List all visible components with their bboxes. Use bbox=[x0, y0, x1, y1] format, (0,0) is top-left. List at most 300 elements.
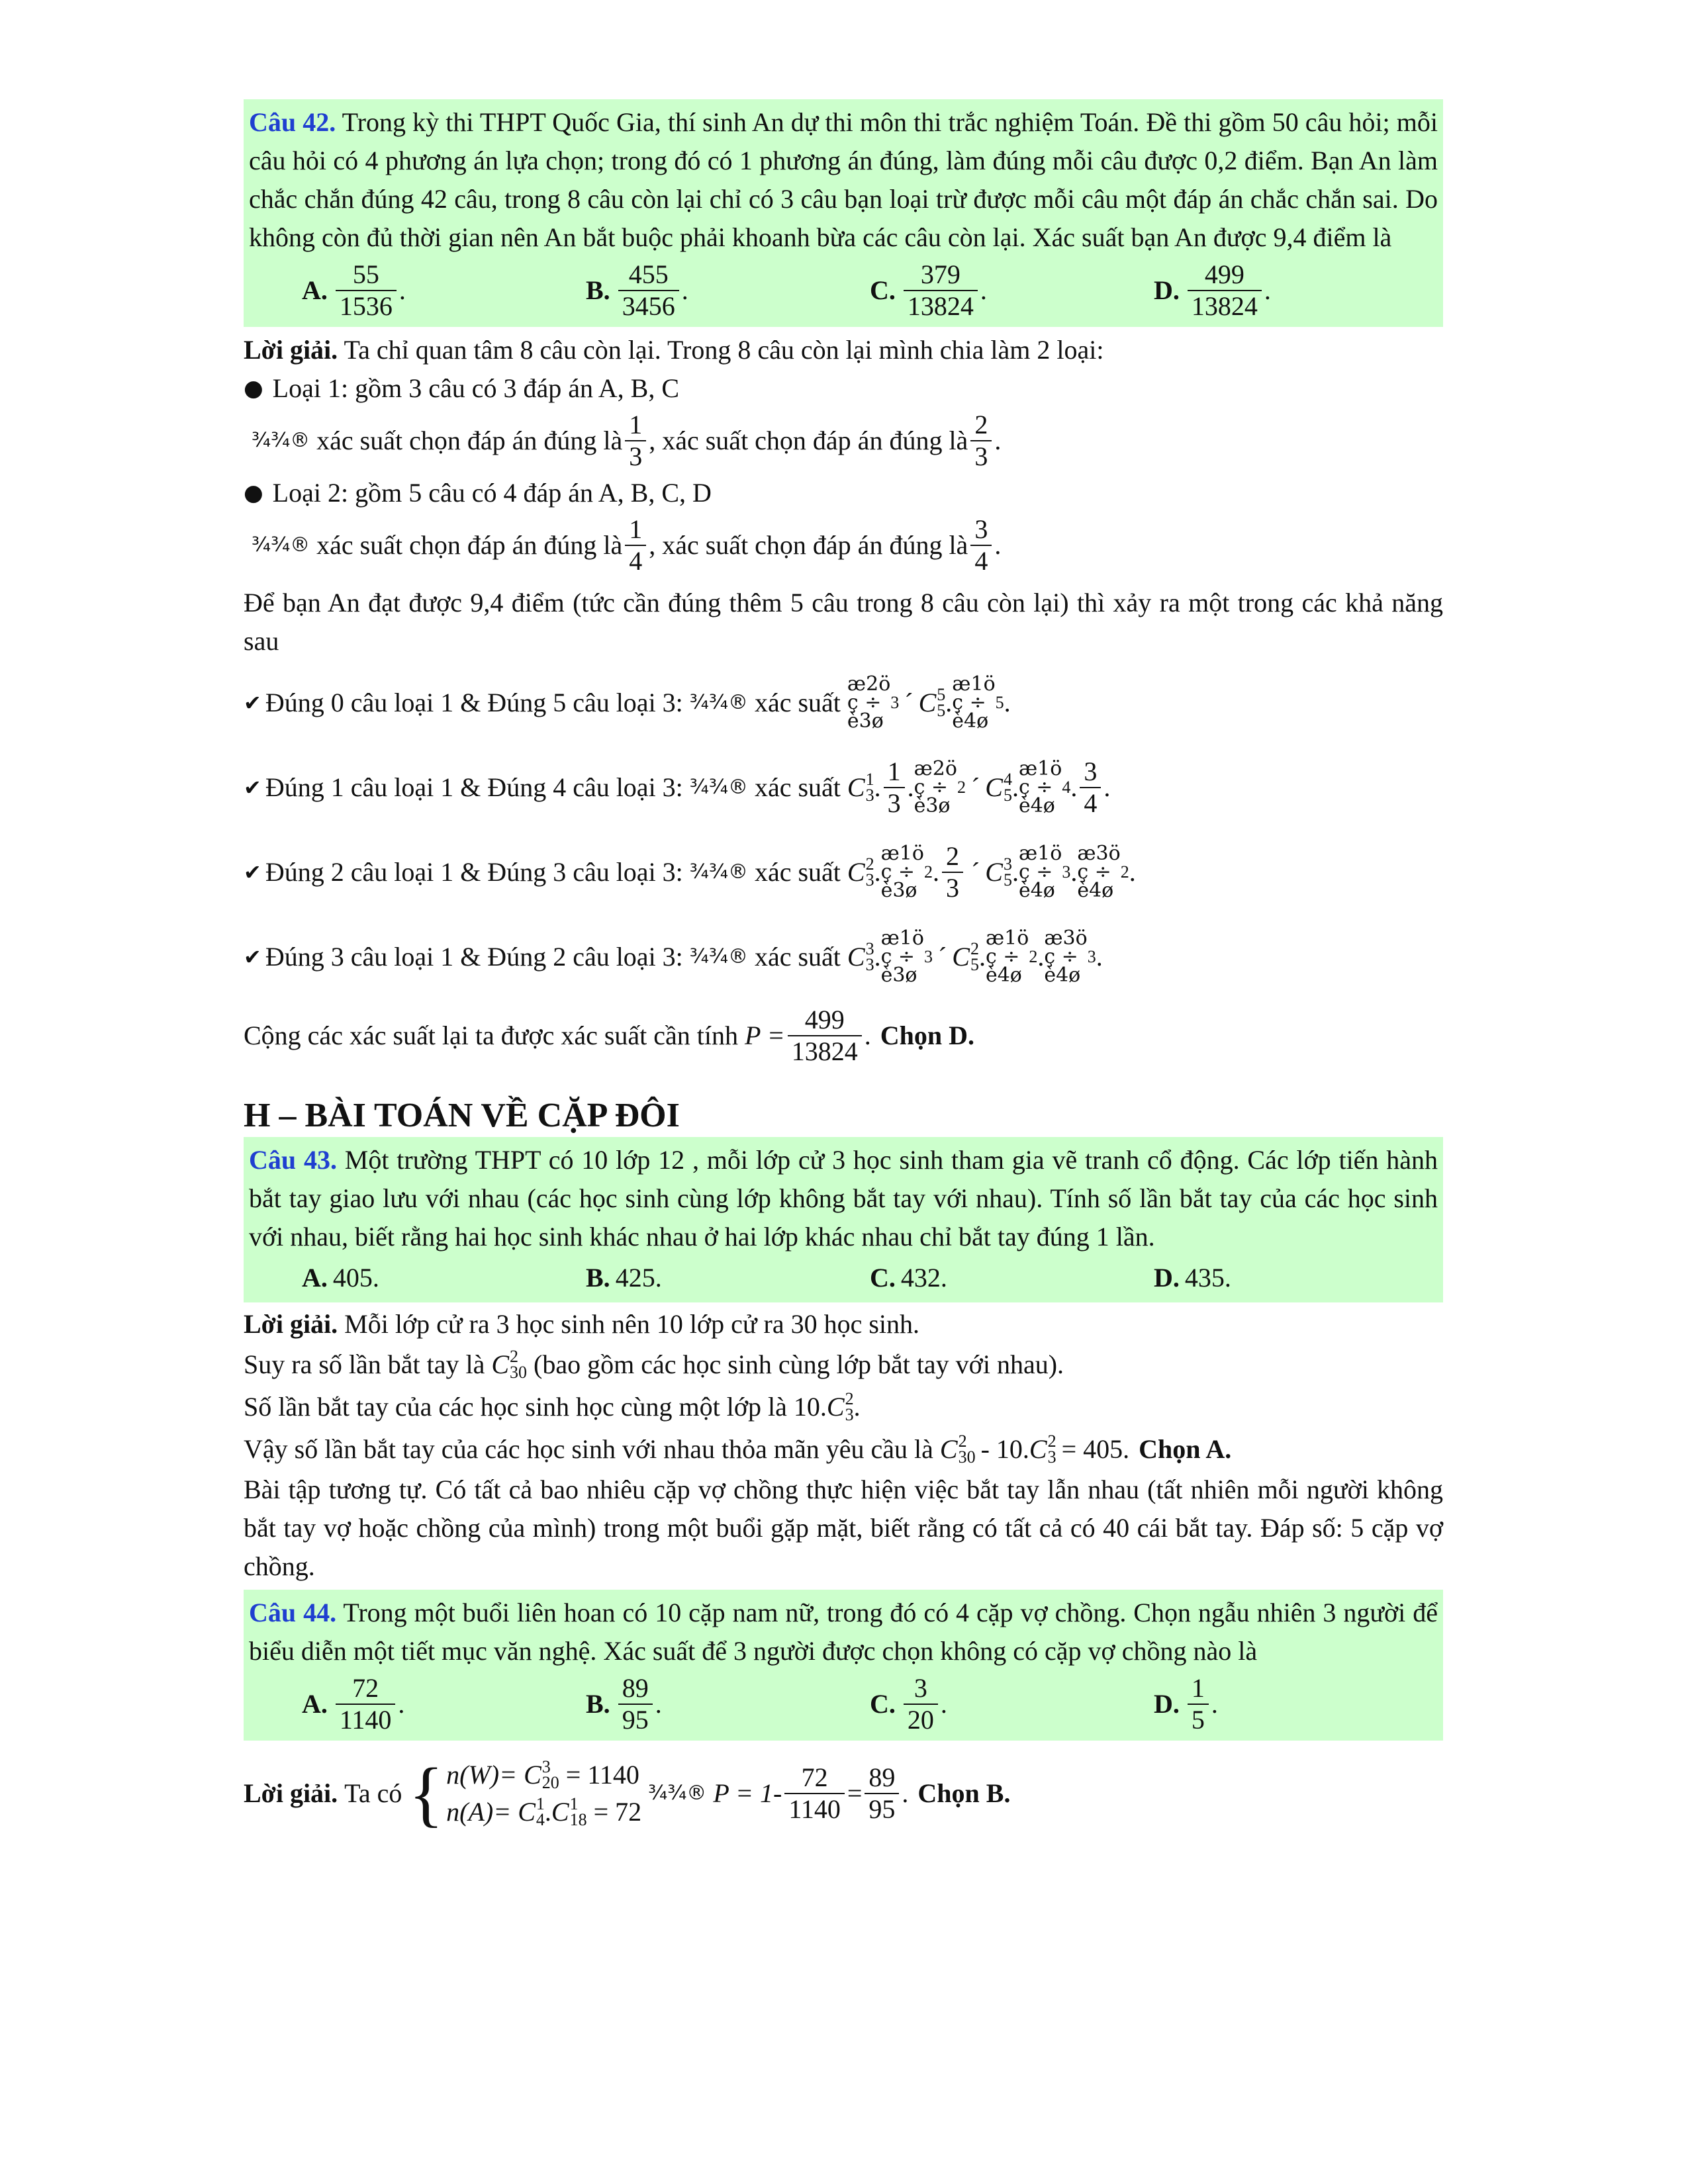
math-text: - 10. bbox=[980, 1434, 1029, 1464]
math-text: n(W)= bbox=[446, 1760, 518, 1790]
check-icon: ✔ bbox=[244, 775, 261, 800]
combination-indices bbox=[845, 1391, 854, 1423]
numerator: 1 bbox=[629, 514, 643, 544]
combination-symbol: C bbox=[847, 772, 865, 802]
fraction bbox=[1188, 1673, 1209, 1735]
times-sign: ´ bbox=[904, 688, 914, 717]
combination-indices bbox=[510, 1349, 527, 1381]
solution-text: Mỗi lớp cử ra 3 học sinh nên 10 lớp cử ra 30 học sinh. bbox=[344, 1309, 920, 1339]
denominator: 5 bbox=[1188, 1704, 1209, 1735]
glyph-mid: ç ÷ bbox=[1018, 860, 1053, 884]
case-text: Đúng 3 câu loại 1 & Đúng 2 câu loại 3: bbox=[265, 942, 683, 972]
choose-answer: Chọn D. bbox=[880, 1021, 974, 1050]
upper-index: 2 bbox=[865, 854, 874, 874]
case-text: Đúng 2 câu loại 1 & Đúng 3 câu loại 3: bbox=[265, 857, 683, 887]
numerator: 3 bbox=[974, 514, 988, 544]
option-a[interactable] bbox=[302, 259, 586, 322]
period: . bbox=[1096, 942, 1103, 972]
combination-indices bbox=[536, 1796, 545, 1828]
numerator: 2 bbox=[945, 841, 959, 871]
solution-label: Lời giải. bbox=[244, 1309, 338, 1339]
combination-symbol: C bbox=[551, 1797, 569, 1827]
solution-label: Lời giải. bbox=[244, 335, 338, 365]
combination-indices bbox=[866, 856, 874, 888]
solution-42 bbox=[244, 331, 1443, 1072]
system-line-2 bbox=[446, 1794, 641, 1831]
glyph-top: æ1ö bbox=[1018, 842, 1062, 865]
upper-index: 2 bbox=[958, 1432, 967, 1451]
glyph-top: æ3ö bbox=[1044, 927, 1088, 950]
dot: . bbox=[1011, 772, 1019, 802]
upper-index: 1 bbox=[536, 1794, 545, 1813]
combination-symbol: C bbox=[524, 1760, 541, 1790]
option-letter: C. bbox=[870, 1263, 896, 1293]
option-d[interactable] bbox=[1154, 1259, 1438, 1297]
type-1-prob-line bbox=[244, 408, 1443, 474]
lower-index: 30 bbox=[510, 1363, 528, 1382]
fraction bbox=[784, 1762, 845, 1825]
system-brace: { bbox=[408, 1753, 444, 1834]
combination-symbol: C bbox=[985, 772, 1003, 802]
glyph-bottom: è4ø bbox=[1018, 794, 1055, 817]
check-icon: ✔ bbox=[244, 860, 261, 885]
glyph-bottom: è4ø bbox=[952, 709, 989, 733]
option-b[interactable] bbox=[586, 1673, 870, 1735]
option-letter: A. bbox=[302, 1689, 328, 1719]
denominator: 1140 bbox=[784, 1793, 845, 1825]
combination-symbol: C bbox=[939, 1434, 958, 1464]
combination-symbol: C bbox=[918, 688, 937, 717]
period: . bbox=[655, 1689, 662, 1719]
lower-index: 30 bbox=[958, 1447, 976, 1467]
period: . bbox=[902, 1778, 909, 1808]
numerator: 1 bbox=[629, 410, 643, 439]
arrow-glyph: ¾¾® bbox=[689, 860, 748, 884]
upper-index: 2 bbox=[510, 1347, 519, 1366]
similar-exercise: Bài tập tương tự. Có tất cả bao nhiêu cặp vợ chồng thực hiện việc bắt tay lẫn nhau (tất nhiên mỗi người không bắt tay vợ hoặc chồng của mình) trong một buổi gặp mặt, biết rằng có tất cả có 40 cái bắt tay. Đáp số: 5 cặp vợ chồng. bbox=[244, 1475, 1443, 1581]
combination-indices bbox=[570, 1796, 587, 1828]
denominator: 1536 bbox=[336, 290, 397, 322]
sum-line bbox=[244, 999, 1443, 1072]
arrow-glyph: ¾¾® bbox=[689, 945, 748, 968]
upper-index: 5 bbox=[937, 685, 946, 704]
option-d[interactable] bbox=[1154, 1673, 1438, 1735]
option-letter: A. bbox=[302, 275, 328, 305]
denominator: 3 bbox=[625, 440, 646, 472]
combination-symbol: C bbox=[1029, 1434, 1047, 1464]
fraction bbox=[904, 259, 978, 322]
question-44-box bbox=[244, 1590, 1443, 1741]
choose-answer: Chọn A. bbox=[1139, 1434, 1232, 1464]
glyph-top: æ3ö bbox=[1077, 842, 1121, 865]
choose-answer: Chọn B. bbox=[917, 1778, 1011, 1808]
exponent: 2 bbox=[1120, 862, 1129, 882]
option-value: 435. bbox=[1184, 1263, 1231, 1293]
question-44-text-block bbox=[249, 1594, 1438, 1670]
glyph-mid: ç ÷ bbox=[847, 691, 882, 714]
dot: . bbox=[874, 942, 881, 972]
solution-43-line-4 bbox=[244, 1428, 1443, 1471]
glyph-mid: ç ÷ bbox=[1044, 945, 1078, 968]
fraction bbox=[1080, 756, 1101, 819]
period: . bbox=[1211, 1689, 1218, 1719]
option-c[interactable] bbox=[870, 1259, 1154, 1297]
dot: . bbox=[874, 772, 881, 802]
question-44-label: Câu 44. bbox=[249, 1598, 337, 1627]
option-a[interactable] bbox=[302, 1259, 586, 1297]
glyph-top: æ2ö bbox=[914, 757, 957, 780]
solution-43 bbox=[244, 1305, 1443, 1586]
glyph-bottom: è4ø bbox=[1077, 879, 1114, 902]
case-2-line bbox=[244, 830, 1443, 915]
times-sign: ´ bbox=[937, 942, 947, 972]
case-0-line bbox=[244, 660, 1443, 745]
fraction bbox=[970, 410, 992, 472]
upper-index: 1 bbox=[569, 1794, 579, 1813]
glyph-bottom: è4ø bbox=[985, 964, 1022, 987]
denominator: 95 bbox=[865, 1793, 899, 1825]
bullet-icon: ● bbox=[244, 375, 263, 402]
dot: . bbox=[1011, 857, 1019, 887]
power-expression bbox=[1019, 844, 1062, 900]
times-sign: ´ bbox=[970, 857, 980, 887]
equation-system bbox=[446, 1756, 641, 1831]
arrow-glyph: ¾¾® bbox=[648, 1782, 707, 1805]
numerator: 89 bbox=[622, 1673, 649, 1703]
glyph-mid: ç ÷ bbox=[1077, 860, 1111, 884]
period: . bbox=[980, 275, 987, 305]
type-2-text: Loại 2: gồm 5 câu có 4 đáp án A, B, C, D bbox=[272, 478, 712, 508]
denominator: 20 bbox=[904, 1704, 938, 1735]
exponent: 3 bbox=[890, 693, 900, 712]
denominator: 3 bbox=[970, 440, 992, 472]
option-d[interactable] bbox=[1154, 259, 1438, 322]
question-44-text: Trong một buổi liên hoan có 10 cặp nam nữ, trong đó có 4 cặp vợ chồng. Chọn ngẫu nhiên 3 người để biểu diễn một tiết mục văn nghệ. Xác suất để 3 người được chọn không có cặp vợ chồng nào là bbox=[249, 1598, 1438, 1666]
lower-index: 3 bbox=[865, 786, 874, 805]
section-heading: H – BÀI TOÁN VỀ CẶP ĐÔI bbox=[244, 1097, 680, 1134]
combination-indices bbox=[1048, 1433, 1056, 1465]
combination-symbol: C bbox=[847, 942, 865, 972]
arrow-glyph: ¾¾® bbox=[252, 533, 310, 557]
dot: . bbox=[544, 1797, 551, 1827]
fraction bbox=[336, 259, 397, 322]
option-a[interactable] bbox=[302, 1673, 586, 1735]
equals-sign: = bbox=[847, 1778, 863, 1808]
arrow-glyph: ¾¾® bbox=[689, 691, 748, 714]
type-1-line bbox=[244, 369, 1443, 408]
question-42-label: Câu 42. bbox=[249, 107, 336, 137]
glyph-mid: ç ÷ bbox=[985, 945, 1020, 968]
power-expression bbox=[986, 929, 1029, 985]
exponent: 3 bbox=[1087, 947, 1096, 966]
denominator: 13824 bbox=[1188, 290, 1262, 322]
upper-index: 1 bbox=[865, 770, 874, 789]
upper-index: 3 bbox=[541, 1757, 551, 1776]
math-text: n(A)= bbox=[446, 1797, 512, 1827]
condition-text: Để bạn An đạt được 9,4 điểm (tức cần đúng thêm 5 câu trong 8 câu còn lại) thì xảy ra một trong các khả năng sau bbox=[244, 588, 1443, 656]
exponent: 3 bbox=[1062, 862, 1071, 882]
combination-indices bbox=[1004, 856, 1012, 888]
option-c[interactable] bbox=[870, 259, 1154, 322]
period: . bbox=[864, 1021, 871, 1050]
upper-index: 4 bbox=[1003, 770, 1012, 789]
type-2-prob-line bbox=[244, 512, 1443, 578]
option-value: 405. bbox=[332, 1263, 379, 1293]
fraction bbox=[970, 514, 992, 576]
power-expression bbox=[914, 757, 957, 817]
denominator: 4 bbox=[625, 545, 646, 576]
fraction bbox=[884, 756, 905, 819]
glyph-bottom: è3ø bbox=[914, 794, 951, 817]
dot: . bbox=[907, 772, 914, 802]
fraction bbox=[865, 1762, 899, 1825]
xs-text: xác suất bbox=[754, 772, 841, 802]
solution-43-line-1 bbox=[244, 1305, 1443, 1343]
numerator: 1 bbox=[1191, 1673, 1205, 1703]
lower-index: 4 bbox=[536, 1810, 545, 1829]
bullet-icon: ● bbox=[244, 480, 263, 506]
glyph-top: æ2ö bbox=[847, 672, 891, 696]
denominator: 3456 bbox=[618, 290, 679, 322]
numerator: 455 bbox=[628, 259, 669, 289]
fraction bbox=[618, 1673, 653, 1735]
numerator: 499 bbox=[1204, 259, 1244, 289]
question-43-box bbox=[244, 1137, 1443, 1302]
combination-indices bbox=[937, 687, 945, 719]
math-text: = 405. bbox=[1061, 1434, 1130, 1464]
upper-index: 2 bbox=[845, 1389, 854, 1408]
numerator: 379 bbox=[920, 259, 961, 289]
case-1-line bbox=[244, 745, 1443, 830]
answer-fraction bbox=[788, 1005, 862, 1067]
upper-index: 3 bbox=[1003, 854, 1012, 874]
option-letter: C. bbox=[870, 1689, 896, 1719]
option-value: 425. bbox=[615, 1263, 662, 1293]
option-letter: B. bbox=[586, 1263, 610, 1293]
combination-symbol: C bbox=[491, 1349, 510, 1379]
question-44-options bbox=[249, 1673, 1438, 1735]
denominator: 13824 bbox=[788, 1035, 862, 1067]
lower-index: 3 bbox=[845, 1405, 854, 1424]
combination-symbol: C bbox=[985, 857, 1003, 887]
glyph-bottom: è3ø bbox=[880, 879, 917, 902]
combination-indices bbox=[866, 941, 874, 973]
xs-text: xác suất bbox=[754, 857, 841, 887]
solution-text: Số lần bắt tay của các học sinh học cùng một lớp là bbox=[244, 1392, 787, 1422]
period: . bbox=[853, 1392, 861, 1422]
exponent: 2 bbox=[923, 862, 933, 882]
denominator: 1140 bbox=[336, 1704, 396, 1735]
math-text: P = 1- bbox=[713, 1778, 782, 1808]
dot: . bbox=[1070, 772, 1078, 802]
xs-text: xác suất bbox=[754, 688, 841, 717]
type-2-line bbox=[244, 474, 1443, 512]
glyph-bottom: è4ø bbox=[1018, 879, 1055, 902]
power-expression bbox=[952, 672, 996, 733]
comma: , bbox=[649, 426, 656, 455]
question-42-options bbox=[249, 259, 1438, 322]
glyph-bottom: è3ø bbox=[847, 709, 884, 733]
solution-text: (bao gồm các học sinh cùng lớp bắt tay với nhau). bbox=[534, 1349, 1064, 1379]
period: . bbox=[681, 275, 688, 305]
prob-text: xác suất chọn đáp án đúng là bbox=[316, 530, 623, 560]
denominator: 13824 bbox=[904, 290, 978, 322]
solution-label: Lời giải. bbox=[244, 1778, 338, 1808]
prob-text: xác suất chọn đáp án đúng là bbox=[662, 426, 968, 455]
arrow-glyph: ¾¾® bbox=[252, 429, 310, 452]
denominator: 3 bbox=[942, 872, 963, 903]
numerator: 72 bbox=[352, 1673, 379, 1703]
solution-43-line-3 bbox=[244, 1386, 1443, 1428]
power-expression bbox=[1018, 757, 1062, 817]
glyph-top: æ1ö bbox=[952, 672, 996, 696]
combination-indices bbox=[866, 772, 874, 803]
denominator: 3 bbox=[884, 787, 905, 819]
glyph-mid: ç ÷ bbox=[914, 776, 949, 799]
solution-text: Ta có bbox=[344, 1778, 402, 1808]
numerator: 3 bbox=[914, 1673, 927, 1703]
glyph-bottom: è4ø bbox=[1044, 964, 1081, 987]
fraction bbox=[618, 259, 679, 322]
xs-text: xác suất bbox=[754, 942, 841, 972]
math-text: = 72 bbox=[593, 1797, 642, 1827]
numerator: 89 bbox=[868, 1762, 896, 1792]
period: . bbox=[940, 1689, 947, 1719]
lower-index: 5 bbox=[1003, 786, 1012, 805]
solution-text: Vậy số lần bắt tay của các học sinh với nhau thỏa mãn yêu cầu là bbox=[244, 1434, 933, 1464]
dot: . bbox=[1070, 857, 1078, 887]
lower-index: 5 bbox=[970, 955, 979, 974]
option-b[interactable] bbox=[586, 1259, 870, 1297]
solution-42-intro-line bbox=[244, 331, 1443, 369]
option-letter: A. bbox=[302, 1263, 328, 1293]
lower-index: 3 bbox=[1047, 1447, 1056, 1467]
dot: . bbox=[932, 857, 939, 887]
dot: . bbox=[874, 857, 881, 887]
period: . bbox=[1129, 857, 1136, 887]
check-icon: ✔ bbox=[244, 690, 261, 715]
combination-symbol: C bbox=[518, 1797, 536, 1827]
times-sign: ´ bbox=[970, 772, 980, 802]
glyph-bottom: è3ø bbox=[880, 964, 917, 987]
fraction bbox=[1188, 259, 1262, 322]
p-symbol: P = bbox=[745, 1021, 785, 1050]
combination-symbol: C bbox=[826, 1392, 845, 1422]
prob-text: xác suất chọn đáp án đúng là bbox=[316, 426, 623, 455]
lower-index: 20 bbox=[541, 1773, 559, 1792]
check-icon: ✔ bbox=[244, 944, 261, 970]
glyph-top: æ1ö bbox=[880, 842, 924, 865]
fraction bbox=[625, 514, 646, 576]
denominator: 4 bbox=[970, 545, 992, 576]
math-text: = 1140 bbox=[565, 1760, 639, 1790]
type-1-text: Loại 1: gồm 3 câu có 3 đáp án A, B, C bbox=[272, 373, 680, 403]
numerator: 55 bbox=[352, 259, 379, 289]
period: . bbox=[994, 426, 1002, 455]
arrow-glyph: ¾¾® bbox=[689, 776, 748, 799]
option-c[interactable] bbox=[870, 1673, 1154, 1735]
period: . bbox=[398, 1689, 405, 1719]
numerator: 2 bbox=[974, 410, 988, 439]
lower-index: 5 bbox=[937, 701, 946, 720]
exponent: 3 bbox=[923, 947, 933, 966]
sum-text: Cộng các xác suất lại ta được xác suất cần tính bbox=[244, 1021, 738, 1050]
glyph-mid: ç ÷ bbox=[952, 691, 986, 714]
lower-index: 3 bbox=[865, 870, 874, 889]
fraction bbox=[336, 1673, 396, 1735]
period: . bbox=[399, 275, 406, 305]
question-42-text-block bbox=[249, 103, 1438, 257]
document-page bbox=[244, 99, 1443, 1840]
power-expression bbox=[881, 929, 924, 985]
lower-index: 3 bbox=[865, 955, 874, 974]
option-letter: B. bbox=[586, 1689, 610, 1719]
option-value: 432. bbox=[900, 1263, 947, 1293]
question-42-text: Trong kỳ thi THPT Quốc Gia, thí sinh An dự thi môn thi trắc nghiệm Toán. Đề thi gồm 50 câu hỏi; mỗi câu hỏi có 4 phương án lựa chọn; trong đó có 1 phương án đúng, làm đúng mỗi câu được 0,2 điểm. Bạn An làm chắc chắn đúng 42 câu, trong 8 câu còn lại chỉ có 3 câu bạn loại trừ được mỗi câu một đáp án chắc chắn sai. Do không còn đủ thời gian nên An bắt buộc phải khoanh bừa các câu còn lại. Xác suất bạn An được 9,4 điểm là bbox=[249, 107, 1438, 252]
combination-indices bbox=[970, 941, 979, 973]
solution-text: Suy ra số lần bắt tay là bbox=[244, 1349, 485, 1379]
glyph-top: æ1ö bbox=[985, 927, 1029, 950]
option-letter: C. bbox=[870, 275, 896, 305]
denominator: 95 bbox=[618, 1704, 653, 1735]
combination-indices bbox=[1004, 772, 1012, 803]
fraction bbox=[942, 841, 963, 903]
combination-indices bbox=[542, 1759, 559, 1791]
question-43-label: Câu 43. bbox=[249, 1145, 337, 1175]
denominator: 4 bbox=[1080, 787, 1101, 819]
question-43-text: Một trường THPT có 10 lớp 12 , mỗi lớp cử 3 học sinh tham gia vẽ tranh cổ động. Các lớp tiến hành bắt tay giao lưu với nhau (các học sinh cùng lớp không bắt tay với nhau). Tính số lần bắt tay của các học sinh với nhau, biết rằng hai học sinh khác nhau ở hai lớp khác nhau chỉ bắt tay đúng 1 lần. bbox=[249, 1145, 1438, 1251]
question-43-options bbox=[249, 1259, 1438, 1297]
option-b[interactable] bbox=[586, 259, 870, 322]
option-letter: D. bbox=[1154, 275, 1180, 305]
power-expression bbox=[881, 844, 924, 900]
fraction bbox=[625, 410, 646, 472]
upper-index: 3 bbox=[865, 939, 874, 958]
period: . bbox=[1264, 275, 1271, 305]
system-line-1 bbox=[446, 1756, 641, 1794]
combination-symbol: C bbox=[952, 942, 970, 972]
upper-index: 2 bbox=[1047, 1432, 1056, 1451]
period: . bbox=[994, 530, 1002, 560]
exponent: 2 bbox=[957, 778, 966, 797]
case-3-line bbox=[244, 915, 1443, 999]
solution-43-line-2 bbox=[244, 1343, 1443, 1386]
dot: . bbox=[945, 688, 953, 717]
numerator: 3 bbox=[1084, 756, 1098, 786]
lower-index: 5 bbox=[1003, 870, 1012, 889]
power-expression bbox=[1077, 844, 1120, 900]
dot: . bbox=[978, 942, 986, 972]
numerator: 1 bbox=[887, 756, 901, 786]
combination-indices bbox=[959, 1433, 976, 1465]
numerator: 499 bbox=[804, 1005, 845, 1034]
fraction bbox=[904, 1673, 938, 1735]
comma: , bbox=[649, 530, 656, 560]
case-text: Đúng 1 câu loại 1 & Đúng 4 câu loại 3: bbox=[265, 772, 683, 802]
case-text: Đúng 0 câu loại 1 & Đúng 5 câu loại 3: bbox=[265, 688, 683, 717]
numerator: 72 bbox=[801, 1762, 828, 1792]
lower-index: 18 bbox=[569, 1810, 587, 1829]
exponent: 4 bbox=[1062, 778, 1071, 797]
glyph-mid: ç ÷ bbox=[880, 860, 915, 884]
exponent: 5 bbox=[995, 693, 1004, 712]
question-42-box bbox=[244, 99, 1443, 327]
upper-index: 2 bbox=[970, 939, 979, 958]
period: . bbox=[1103, 772, 1111, 802]
option-letter: D. bbox=[1154, 1689, 1180, 1719]
exponent: 2 bbox=[1029, 947, 1038, 966]
period: . bbox=[1004, 688, 1011, 717]
